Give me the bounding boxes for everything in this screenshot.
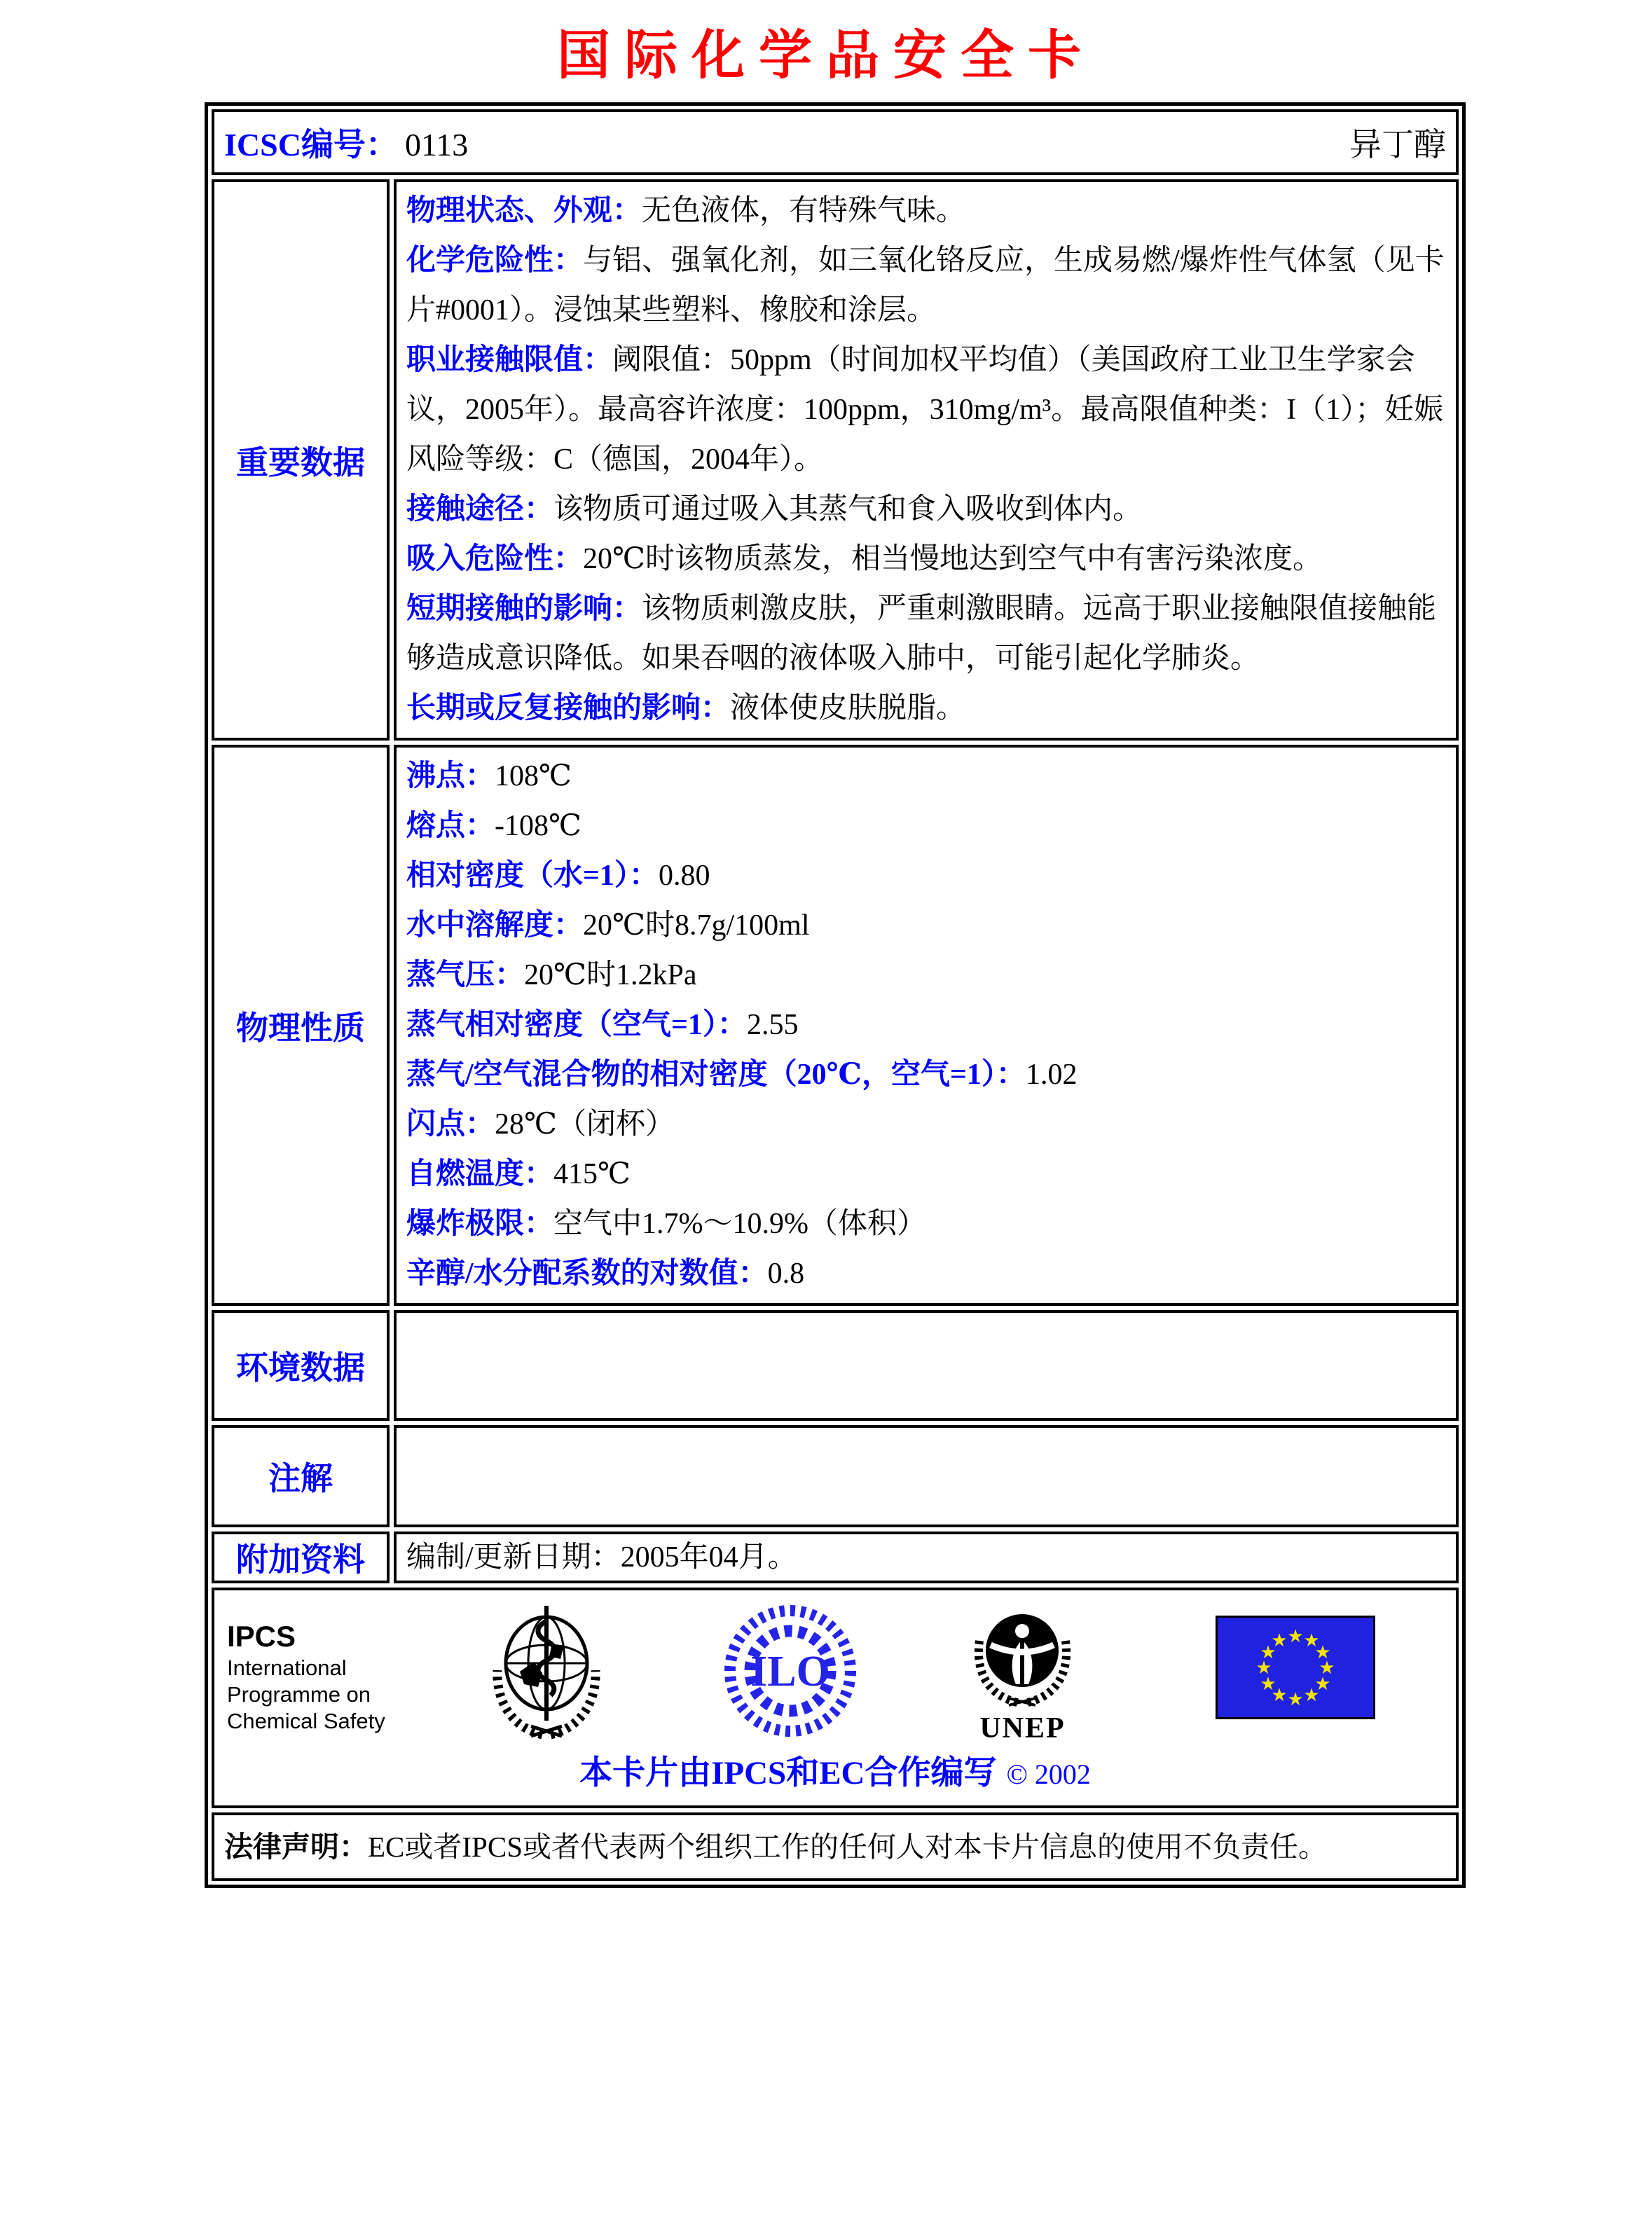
additional-info-row bbox=[212, 1532, 1459, 1583]
property-value: 空气中1.7%～10.9%（体积） bbox=[553, 1208, 926, 1240]
physical-property-item bbox=[406, 1000, 1446, 1050]
svg-text:★: ★ bbox=[1314, 1642, 1331, 1663]
property-label: 化学危险性： bbox=[406, 245, 584, 277]
property-label: 蒸气相对密度（空气=1）： bbox=[406, 1009, 747, 1041]
property-value: 2.55 bbox=[746, 1009, 799, 1041]
physical-property-item bbox=[406, 901, 1446, 951]
physical-properties-row bbox=[212, 745, 1459, 1306]
footer-row bbox=[212, 1588, 1459, 1808]
svg-text:★: ★ bbox=[1260, 1642, 1276, 1663]
important-data-item bbox=[406, 535, 1446, 584]
important-data-item bbox=[406, 186, 1446, 236]
physical-property-item bbox=[406, 1150, 1446, 1199]
svg-text:★: ★ bbox=[1255, 1658, 1272, 1679]
svg-text:★: ★ bbox=[1303, 1630, 1320, 1651]
property-label: 吸入危险性： bbox=[406, 543, 584, 575]
svg-text:★: ★ bbox=[1260, 1674, 1276, 1695]
who-logo-icon bbox=[476, 1602, 617, 1740]
property-value: 0.8 bbox=[767, 1258, 805, 1290]
icsc-card bbox=[205, 102, 1466, 1888]
ipcs-subtitle-line2: Programme on bbox=[227, 1682, 371, 1707]
notes-row bbox=[212, 1425, 1459, 1527]
property-label: 职业接触限值： bbox=[406, 344, 613, 376]
unep-logo-block bbox=[961, 1602, 1084, 1745]
property-label: 接触途径： bbox=[406, 493, 554, 525]
svg-text:★: ★ bbox=[1271, 1630, 1288, 1651]
additional-info-content bbox=[394, 1532, 1459, 1583]
unep-logo-icon bbox=[961, 1602, 1084, 1708]
important-data-row-label: 重要数据 bbox=[212, 179, 390, 741]
property-value: 0.80 bbox=[658, 860, 710, 892]
property-label: 闪点： bbox=[406, 1108, 495, 1141]
important-data-item bbox=[406, 485, 1446, 535]
physical-property-item bbox=[406, 1249, 1446, 1299]
property-value: 28℃（闭杯） bbox=[495, 1108, 675, 1141]
property-label: 蒸气压： bbox=[406, 959, 525, 991]
important-data-item bbox=[406, 584, 1446, 684]
important-data-content bbox=[394, 179, 1459, 741]
legal-label: 法律声明： bbox=[224, 1831, 368, 1863]
property-value: 无色液体，有特殊气味。 bbox=[642, 195, 966, 227]
update-date-value: 2005年04月。 bbox=[620, 1541, 797, 1574]
property-value: 1.02 bbox=[1025, 1059, 1078, 1091]
property-label: 自燃温度： bbox=[406, 1158, 554, 1190]
physical-property-item bbox=[406, 1050, 1446, 1100]
notes-row-label: 注解 bbox=[212, 1425, 390, 1527]
physical-property-item bbox=[406, 1199, 1446, 1249]
additional-info-row-label: 附加资料 bbox=[212, 1532, 390, 1583]
logo-strip bbox=[220, 1597, 1450, 1750]
physical-properties-content bbox=[394, 745, 1459, 1306]
credit-text: 本卡片由IPCS和EC合作编写 bbox=[579, 1755, 997, 1791]
property-value: 415℃ bbox=[553, 1158, 631, 1190]
property-label: 沸点： bbox=[406, 760, 495, 792]
physical-property-item bbox=[406, 1100, 1446, 1150]
property-label: 水中溶解度： bbox=[406, 909, 584, 942]
property-label: 短期接触的影响： bbox=[406, 593, 642, 625]
important-data-item bbox=[406, 236, 1446, 336]
property-value: 该物质刺激皮肤，严重刺激眼睛。远高于职业接触限值接触能够造成意识降低。如果吞咽的液体吸入肺中，可能引起化学肺炎。 bbox=[406, 593, 1437, 675]
svg-text:★: ★ bbox=[1314, 1674, 1331, 1695]
svg-text:★: ★ bbox=[1287, 1689, 1304, 1710]
page-title: 国际化学品安全卡 bbox=[557, 27, 1095, 85]
property-value: 20℃时8.7g/100ml bbox=[583, 909, 810, 942]
important-data-row bbox=[212, 179, 1459, 741]
legal-cell bbox=[212, 1812, 1459, 1881]
icsc-number-value: 0113 bbox=[404, 127, 469, 163]
svg-text:★: ★ bbox=[1271, 1685, 1288, 1706]
physical-property-item bbox=[406, 951, 1446, 1000]
important-data-item bbox=[406, 336, 1446, 485]
credit-line bbox=[220, 1753, 1450, 1801]
important-data-item bbox=[406, 684, 1446, 734]
icsc-number-label: ICSC编号： bbox=[224, 127, 398, 163]
legal-text: EC或者IPCS或者代表两个组织工作的任何人对本卡片信息的使用不负责任。 bbox=[368, 1831, 1327, 1863]
ipcs-subtitle-line3: Chemical Safety bbox=[227, 1709, 385, 1733]
ipcs-subtitle-line1: International bbox=[227, 1656, 347, 1680]
update-date-label: 编制/更新日期： bbox=[406, 1541, 621, 1574]
svg-text:ILO: ILO bbox=[750, 1648, 830, 1695]
physical-property-item bbox=[406, 801, 1446, 851]
legal-row bbox=[212, 1812, 1459, 1881]
physical-property-item bbox=[406, 851, 1446, 901]
property-value: 20℃时该物质蒸发，相当慢地达到空气中有害污染浓度。 bbox=[583, 543, 1323, 575]
eu-flag-icon bbox=[1216, 1616, 1375, 1719]
property-label: 熔点： bbox=[406, 810, 495, 842]
ipcs-title: IPCS bbox=[227, 1620, 296, 1653]
physical-property-item bbox=[406, 752, 1446, 801]
icsc-number-group bbox=[224, 119, 468, 165]
chemical-name: 异丁醇 bbox=[1349, 127, 1446, 163]
header-cell bbox=[212, 109, 1459, 175]
property-label: 相对密度（水=1）： bbox=[406, 860, 659, 892]
property-value: 该物质可通过吸入其蒸气和食入吸收到体内。 bbox=[553, 493, 1143, 525]
property-label: 辛醇/水分配系数的对数值： bbox=[406, 1258, 768, 1290]
ipcs-text-block bbox=[227, 1618, 430, 1735]
property-value: -108℃ bbox=[495, 810, 581, 842]
property-label: 蒸气/空气混合物的相对密度（20℃，空气=1）： bbox=[406, 1059, 1026, 1091]
notes-content bbox=[394, 1425, 1459, 1527]
property-label: 爆炸极限： bbox=[406, 1208, 554, 1240]
svg-text:★: ★ bbox=[1303, 1685, 1320, 1706]
svg-text:★: ★ bbox=[1287, 1626, 1304, 1647]
svg-text:★: ★ bbox=[1319, 1658, 1335, 1679]
property-value: 阈限值：50ppm（时间加权平均值）（美国政府工业卫生学家会议，2005年）。最高容许浓度：100ppm，310mg/m³。最高限值种类：I（1）；妊娠风险等级：C（德国，2004年）。 bbox=[406, 344, 1444, 476]
ilo-logo-icon bbox=[722, 1602, 859, 1740]
property-value: 与铝、强氧化剂，如三氧化铬反应，生成易燃/爆炸性气体氢（见卡片#0001）。浸蚀某些塑料、橡胶和涂层。 bbox=[406, 245, 1445, 326]
property-label: 物理状态、外观： bbox=[406, 195, 642, 227]
unep-label: UNEP bbox=[979, 1712, 1066, 1744]
property-label: 长期或反复接触的影响： bbox=[406, 692, 731, 724]
header-row bbox=[212, 109, 1459, 175]
environmental-data-content bbox=[394, 1310, 1459, 1421]
environmental-data-row-label: 环境数据 bbox=[212, 1310, 390, 1421]
property-value: 108℃ bbox=[495, 760, 572, 792]
property-value: 液体使皮肤脱脂。 bbox=[730, 692, 966, 724]
footer-cell bbox=[212, 1588, 1459, 1808]
physical-properties-row-label: 物理性质 bbox=[212, 745, 390, 1306]
environmental-data-row bbox=[212, 1310, 1459, 1421]
property-value: 20℃时1.2kPa bbox=[524, 959, 697, 991]
copyright-text: © 2002 bbox=[1006, 1758, 1091, 1790]
